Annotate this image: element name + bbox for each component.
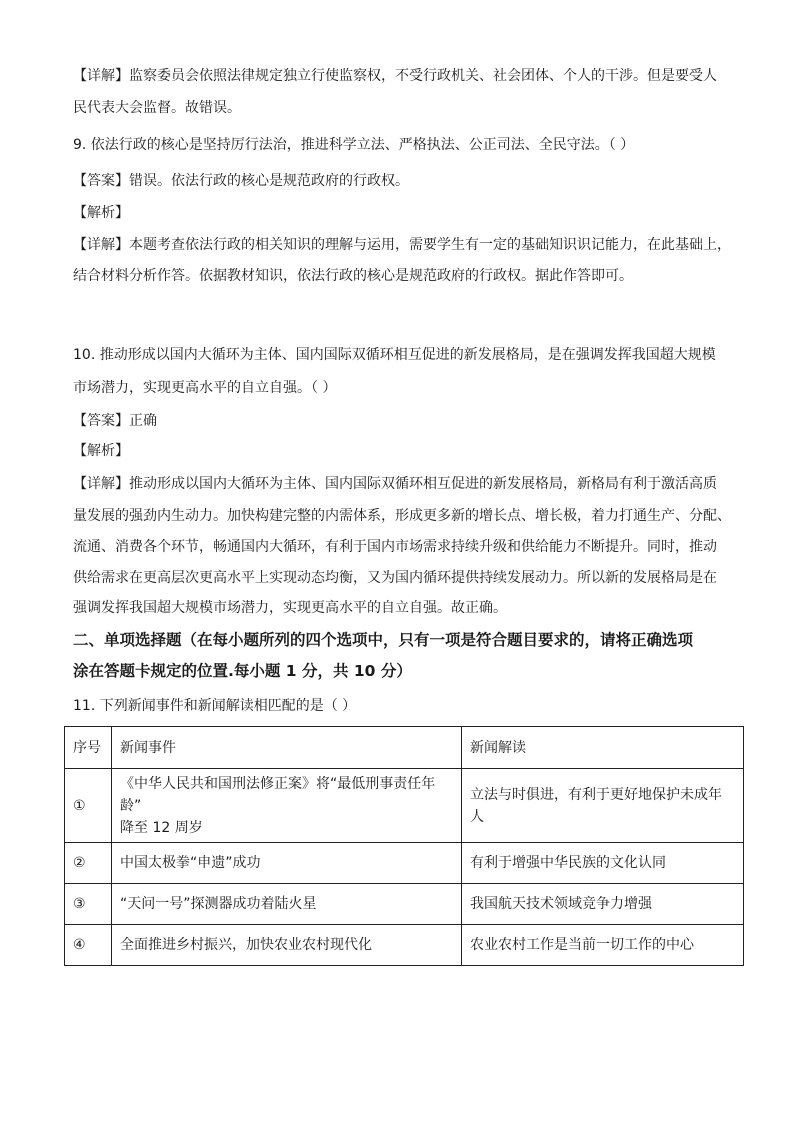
paragraph-line: 量发展的强劲内生动力。加快构建完整的内需体系，形成更多新的增长点、增长极，着力打通生产、分配、 [73, 508, 731, 524]
table-cell-text: 《中华人民共和国刑法修正案》将“最低刑事责任年龄” [120, 775, 436, 814]
table-cell-interpretation: 有利于增强中华民族的文化认同 [462, 843, 744, 884]
table-header-cell: 新闻事件 [112, 727, 462, 769]
paragraph-line: 结合材料分析作答。依据教材知识，依法行政的核心是规范政府的行政权。据此作答即可。 [73, 268, 633, 284]
question-11: 11. 下列新闻事件和新闻解读相匹配的是（ ） [73, 698, 357, 714]
section-title: 二、单项选择题（在每小题所列的四个选项中，只有一项是符合题目要求的，请将正确选项 [73, 631, 694, 649]
table-cell-event: 中国太极拳“申遗”成功 [112, 843, 462, 884]
table-header-cell: 新闻解读 [462, 727, 744, 769]
table-cell-event: 全面推进乡村振兴，加快农业农村现代化 [112, 925, 462, 966]
table-cell-event: “天问一号”探测器成功着陆火星 [112, 884, 462, 925]
answer-line: 【答案】正确 [73, 413, 157, 429]
question-10: 10. 推动形成以国内大循环为主体、国内国际双循环相互促进的新发展格局，是在强调发挥我国超大规模 [73, 347, 716, 363]
table-cell-interpretation: 我国航天技术领域竞争力增强 [462, 884, 744, 925]
table-cell-text: 降至 12 周岁 [120, 819, 203, 836]
table-cell-index: ④ [65, 925, 112, 966]
table-row [65, 884, 744, 925]
paragraph-line: 【详解】推动形成以国内大循环为主体、国内国际双循环相互促进的新发展格局，新格局有利于激活高质 [73, 476, 717, 492]
table-header-row [65, 727, 744, 769]
paragraph-line: 供给需求在更高层次更高水平上实现动态均衡，又为国内循环提供持续发展动力。所以新的发展格局是在 [73, 570, 717, 586]
paragraph-line: 强调发挥我国超大规模市场潜力，实现更高水平的自立自强。故正确。 [73, 600, 507, 616]
analysis-label: 【解析】 [73, 443, 129, 459]
table-cell-event [112, 769, 462, 843]
paragraph-line: 民代表大会监督。故错误。 [73, 100, 241, 116]
paragraph-line: 【详解】监察委员会依照法律规定独立行使监察权，不受行政机关、社会团体、个人的干涉。但是要受人 [73, 68, 717, 84]
section-title: 涂在答题卡规定的位置.每小题 1 分，共 10 分） [73, 662, 412, 680]
table-cell-interpretation: 立法与时俱进，有利于更好地保护未成年人 [462, 769, 744, 843]
table-cell-index: ② [65, 843, 112, 884]
table-cell-index: ③ [65, 884, 112, 925]
paragraph-line: 市场潜力，实现更高水平的自立自强。（ ） [73, 380, 337, 396]
answer-line: 【答案】错误。依法行政的核心是规范政府的行政权。 [73, 173, 409, 189]
table-header-cell: 序号 [65, 727, 112, 769]
table-row [65, 769, 744, 843]
table-row [65, 843, 744, 884]
paragraph-line: 流通、消费各个环节，畅通国内大循环，有利于国内市场需求持续升级和供给能力不断提升。同时，推动 [73, 539, 717, 555]
table-row [65, 925, 744, 966]
table-cell-interpretation: 农业农村工作是当前一切工作的中心 [462, 925, 744, 966]
table-cell-index: ① [65, 769, 112, 843]
news-table [64, 726, 744, 966]
question-9: 9. 依法行政的核心是坚持厉行法治，推进科学立法、严格执法、公正司法、全民守法。（ ） [73, 137, 635, 153]
paragraph-line: 【详解】本题考查依法行政的相关知识的理解与运用，需要学生有一定的基础知识识记能力，在此基础上， [73, 237, 731, 253]
analysis-label: 【解析】 [73, 205, 129, 221]
